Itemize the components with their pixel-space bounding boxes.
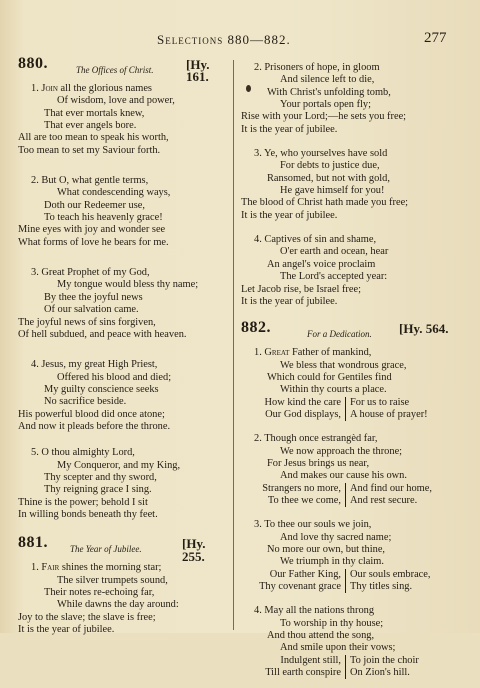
verse-line: And love thy sacred name;	[280, 531, 392, 543]
verse-line: 4. Captives of sin and shame,	[254, 234, 377, 246]
split-line	[241, 483, 463, 495]
verse-line: Which could for Gentiles find	[267, 371, 392, 383]
verse-line: Of wisdom, love and power,	[57, 95, 175, 107]
verse-line: He gave himself for you!	[280, 185, 385, 197]
verse-line: Doth our Redeemer use,	[44, 199, 145, 211]
verse-line: That ever angels bore.	[44, 120, 137, 132]
split-left: To thee we come,	[241, 495, 346, 507]
verse-line: Of hell subdued, and peace with heaven.	[18, 328, 187, 340]
hymn-880-stanza-3	[18, 267, 226, 341]
split-right: Thy titles sing.	[350, 581, 413, 593]
first-word: Join	[41, 83, 58, 94]
hymn-number: 882.	[241, 319, 271, 337]
verse-line: 3. Ye, who yourselves have sold	[254, 148, 388, 160]
verse-line: And makes our cause his own.	[280, 470, 407, 482]
split-left: How kind the care	[241, 397, 346, 409]
verse-line: In willing bonds beneath thy feet.	[18, 508, 158, 520]
verse-line: The blood of Christ hath made you free;	[241, 197, 409, 209]
verse-line: For Jesus brings us near,	[267, 457, 370, 469]
split-right: And find our home,	[350, 482, 432, 494]
verse-line	[18, 562, 226, 574]
verse-line: Let Jacob rise, be Israel free;	[241, 283, 362, 295]
line-rest: Father of mankind,	[289, 347, 372, 359]
split-left: Our God displays,	[241, 409, 346, 421]
page-number: 277	[424, 30, 447, 46]
right-column	[241, 58, 463, 688]
verse-line: Ransomed, but not with gold,	[267, 172, 390, 184]
hymn-882-stanza-4	[241, 605, 463, 679]
hymn-880-stanza-1	[18, 83, 226, 157]
verse-line: No more our own, but thine,	[267, 544, 386, 555]
verse-line: And now it pleads before the throne.	[18, 420, 171, 432]
verse-line: 4. Jesus, my great High Priest,	[31, 359, 158, 371]
verse-line: We bless that wondrous grace,	[280, 359, 407, 371]
stanza-number: 1.	[31, 83, 39, 94]
verse-line: And silence left to die,	[280, 74, 375, 86]
verse-line: All are too mean to speak his worth,	[18, 132, 169, 144]
verse-line: For debts to justice due,	[280, 160, 380, 172]
verse-line: It is the year of jubilee.	[18, 624, 115, 636]
line-rest: all the glorious names	[57, 83, 152, 94]
hymn-880-stanza-2	[18, 175, 226, 249]
left-column	[18, 55, 226, 645]
verse-line: We now approach the throne;	[280, 445, 403, 457]
hymn-880-stanza-5	[18, 447, 226, 521]
verse-line: No sacrifice beside.	[44, 396, 127, 408]
verse-line: Mine eyes with joy and wonder see	[18, 224, 166, 236]
verse-line	[18, 83, 226, 95]
verse-line: With Christ's unfolding tomb,	[267, 86, 391, 98]
verse-line: Joy to the slave; the slave is free;	[18, 611, 156, 623]
verse-line: 4. May all the nations throng	[254, 605, 375, 617]
split-right: A house of prayer!	[350, 408, 428, 420]
verse-line: It is the year of jubilee.	[241, 123, 338, 135]
verse-line: Within thy courts a place.	[280, 384, 387, 396]
hymn-number: 880.	[18, 55, 48, 72]
split-left: Our Father King,	[241, 569, 346, 581]
split-left: Thy covenant grace	[241, 581, 346, 593]
hymn-881-stanza-4	[241, 234, 463, 308]
first-word: Great	[264, 347, 290, 359]
hymn-reference: [Hy. 161.	[186, 57, 210, 85]
split-line	[241, 397, 463, 409]
stanza-number: 1.	[31, 562, 39, 574]
verse-line: And smile upon their vows;	[280, 642, 396, 654]
hymn-880-stanza-4	[18, 359, 226, 433]
verse-line: His powerful blood did once atone;	[18, 408, 165, 420]
stanza-number: 1.	[254, 347, 262, 359]
hymn-title: For a Dedication.	[307, 329, 372, 340]
split-line	[241, 667, 463, 679]
split-left: Indulgent still,	[241, 655, 346, 667]
verse-line: Rise with your Lord;—he sets you free;	[241, 111, 407, 123]
verse-line: It is the year of jubilee.	[241, 209, 338, 221]
split-right: And rest secure.	[350, 494, 418, 506]
ink-blot	[246, 85, 251, 92]
line-rest: shines the morning star;	[59, 562, 162, 574]
page-header	[0, 32, 480, 52]
split-line	[241, 581, 463, 593]
verse-line: The silver trumpets sound,	[57, 574, 168, 586]
verse-line: My tongue would bless thy name;	[57, 279, 199, 291]
verse-line: An angel's voice proclaim	[267, 258, 376, 270]
verse-line: And thou attend the song,	[267, 630, 375, 642]
verse-line: Their notes re-echoing far,	[44, 587, 155, 598]
hymn-882-stanza-2	[241, 433, 463, 507]
verse-line: 2. Prisoners of hope, in gloom	[254, 62, 380, 73]
verse-line: What condescending ways,	[57, 187, 171, 199]
verse-line: We triumph in thy claim.	[280, 556, 384, 568]
verse-line: 3. Great Prophet of my God,	[31, 267, 150, 279]
split-left: Till earth conspire	[241, 667, 346, 679]
verse-line: What forms of love he bears for me.	[18, 236, 169, 248]
verse-line: To teach his heavenly grace!	[44, 212, 163, 224]
hymn-882-heading	[241, 319, 463, 342]
verse-line: By thee the joyful news	[44, 291, 143, 303]
verse-line: Offered his blood and died;	[57, 371, 172, 383]
split-line	[241, 569, 463, 581]
verse-line: 2. Though once estrangèd far,	[254, 433, 378, 445]
first-word: Fair	[41, 562, 60, 574]
verse-line: While dawns the day around:	[57, 599, 179, 611]
split-line	[241, 495, 463, 507]
verse-line: Thy reigning grace I sing.	[44, 484, 152, 496]
column-divider	[233, 60, 234, 630]
hymn-880-heading	[18, 55, 226, 85]
verse-line: The joyful news of sins forgiven,	[18, 316, 156, 328]
hymn-title: The Offices of Christ.	[76, 65, 154, 75]
verse-line: The Lord's accepted year:	[280, 271, 388, 283]
split-right: To join the choir	[350, 654, 419, 666]
hymn-881-stanza-3	[241, 148, 463, 222]
split-right: On Zion's hill.	[350, 667, 410, 679]
hymn-reference: [Hy. 564.	[399, 321, 449, 337]
verse-line: My guilty conscience seeks	[44, 383, 159, 395]
verse-line: 3. To thee our souls we join,	[254, 519, 372, 531]
hymn-number: 881.	[18, 534, 48, 552]
verse-line	[241, 347, 463, 359]
split-right: For us to raise	[350, 396, 410, 408]
split-left: Strangers no more,	[241, 483, 346, 495]
verse-line: Of our salvation came.	[44, 304, 139, 316]
hymn-882-stanza-3	[241, 519, 463, 593]
split-line	[241, 409, 463, 421]
verse-line: 5. O thou almighty Lord,	[31, 447, 135, 459]
split-right: Our souls embrace,	[350, 568, 431, 580]
verse-line: Your portals open fly;	[280, 99, 372, 111]
hymn-reference: [Hy. 255.	[182, 536, 206, 564]
hymn-title: The Year of Jubilee.	[70, 544, 142, 555]
hymn-881-stanza-1	[18, 562, 226, 636]
hymn-882-stanza-1	[241, 347, 463, 421]
split-line	[241, 655, 463, 667]
verse-line: 2. But O, what gentle terms,	[31, 175, 149, 187]
running-title: Selections 880—882.	[157, 32, 291, 47]
verse-line: O'er earth and ocean, hear	[280, 246, 389, 258]
verse-line: Too mean to set my Saviour forth.	[18, 144, 161, 156]
verse-line: My Conqueror, and my King,	[57, 459, 181, 471]
verse-line: That ever mortals knew,	[44, 107, 145, 119]
hymn-881-heading	[18, 534, 226, 564]
verse-line: Thy scepter and thy sword,	[44, 471, 157, 483]
verse-line: It is the year of jubilee.	[241, 295, 338, 307]
hymn-881-stanza-2	[241, 62, 463, 136]
verse-line: To worship in thy house;	[280, 617, 384, 629]
verse-line: Thine is the power; behold I sit	[18, 496, 148, 508]
